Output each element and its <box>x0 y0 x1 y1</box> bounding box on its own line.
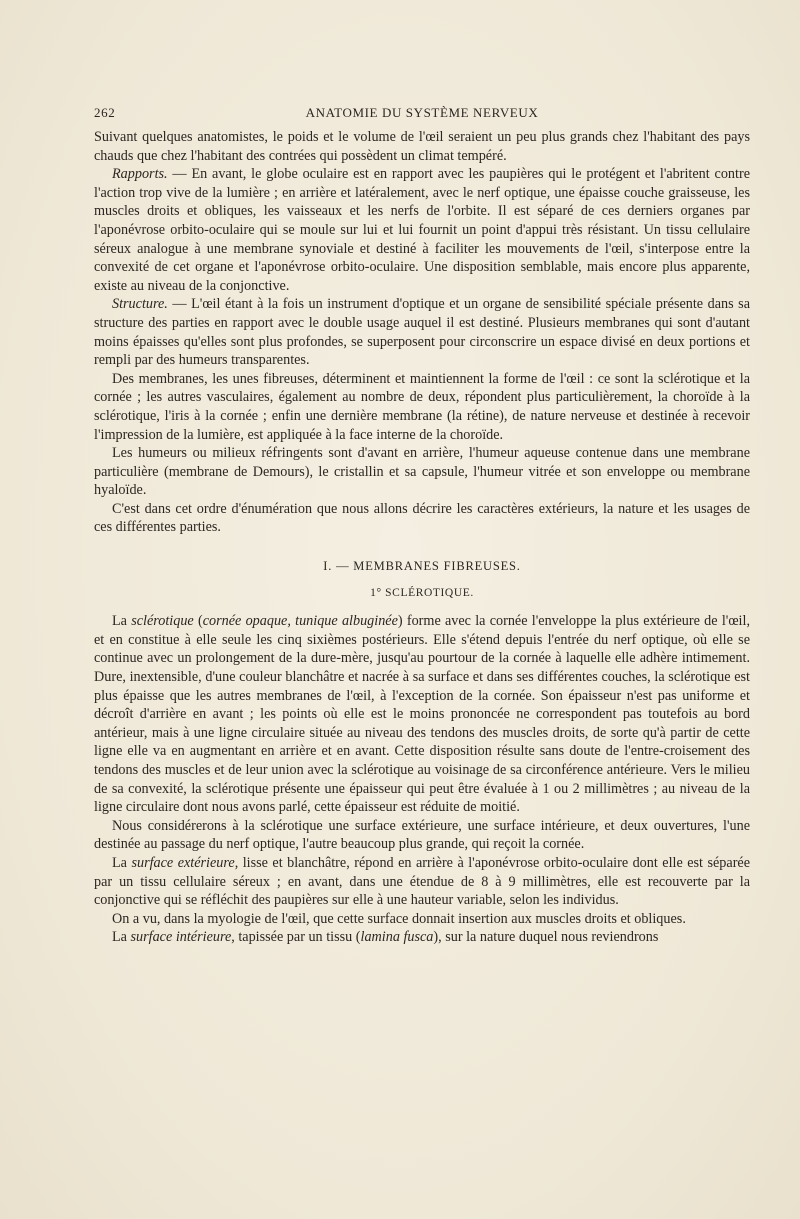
text-run: , lisse et blanchâtre, répond en arrière à l'aponévrose orbito-oculaire dont elle est séparée par un tissu cellulaire séreux ; en avant, dans une étendue de 8 à 9 millimètres, elle est recouverte par la conjonctive qui se réfléchit des paupières sur elle à une hauteur variable, selon les individus. <box>94 854 751 909</box>
text-run: ) forme avec la cornée l'enveloppe la plus extérieure de l'œil, et en constitue à elle seule les cinq sixièmes postérieurs. Elle s'étend depuis l'entrée du nerf optique, où elle se continue avec un prolongement de la dure-mère, jusqu'au pourtour de la cornée à laquelle elle adhère intimement. Dure, inextensible, d'une couleur blanchâtre et nacrée à sa surface et dans ses différentes couches, la sclérotique est plus épaisse que les autres membranes de l'œil, à l'exception de la cornée. Son épaisseur n'est pas uniforme et décroît d'arrière en avant ; les points où elle est le moins prononcée ne correspondent pas toutefois au bord antérieur, mais à une ligne circulaire située au niveau des tendons des muscles droits, de sorte qu'à partir de cette ligne elle va en augmentant en arrière et en avant. Cette disposition résulte sans doute de l'entre-croisement des tendons des muscles et de leur union avec la sclérotique au voisinage de sa circonférence antérieure. Vers le milieu de sa convexité, la sclérotique présente une épaisseur qui peut être évaluée à 1 ou 2 millimètres ; au niveau de la ligne circulaire dont nous avons parlé, cette épaisseur est réduite de moitié. <box>94 613 750 816</box>
subsection-title: 1° SCLÉROTIQUE. <box>370 586 474 599</box>
page-header <box>94 104 750 124</box>
section-title: I. — MEMBRANES FIBREUSES. <box>323 559 521 574</box>
structure-text: — L'œil étant à la fois un instrument d'optique et un organe de sensibilité spéciale présente dans sa structure des parties en rapport avec le double usage auquel il est destiné. Plusieurs membranes qui sont d'autant moins épaisses qu'elles sont plus profondes, se superposent pour circonscrire un espace divisé en deux portions et rempli par des humeurs transparentes. <box>94 296 750 369</box>
term-synonyms: cornée opaque, tunique albuginée <box>202 613 398 630</box>
term-surface-exterieure: surface extérieure <box>131 854 235 871</box>
paragraph-membranes: Des membranes, les unes fibreuses, déterminent et maintiennent la forme de l'œil : ce sont la sclérotique et la cornée ; les autres vasculaires, également au nombre de deux, répondent plus particulièrement, la choroïde à la sclérotique, l'iris à la cornée ; enfin une dernière membrane (la rétine), de nature nerveuse et destinée à recevoir l'impression de la lumière, est appliquée à la face interne de la choroïde. <box>94 370 750 443</box>
page-content <box>94 104 750 947</box>
rapports-text: — En avant, le globe oculaire est en rapport avec les paupières qui le protégent et l'abritent contre l'action trop vive de la lumière ; en arrière et latéralement, avec le nerf optique, une épaisse couche graisseuse, les muscles droits et obliques, les vaisseaux et les nerfs de l'orbite. Il est séparé de ces derniers organes par l'aponévrose orbito-oculaire qui se moule sur lui et lui fournit un point d'appui très résistant. Un tissu cellulaire séreux analogue à une membrane synoviale et destiné à faciliter les mouvements de l'œil, s'interpose entre la convexité de cet organe et l'aponévrose orbito-oculaire. Une disposition semblable, mais encore plus apparente, existe au niveau de la conjonctive. <box>94 166 750 294</box>
term-sclerotique: sclérotique <box>131 613 194 630</box>
paragraph-rapports <box>94 165 750 295</box>
paragraph-surface-exterieure <box>94 854 750 910</box>
text-run: , tapissée par un tissu ( <box>231 929 361 946</box>
term-surface-interieure: surface intérieure <box>130 929 232 946</box>
paragraph-surfaces: Nous considérerons à la sclérotique une surface extérieure, une surface intérieure, et deux ouvertures, l'une destinée au passage du nerf optique, l'autre beaucoup plus grande, qui reçoit la cornée. <box>94 817 750 853</box>
running-head: ANATOMIE DU SYSTÈME NERVEUX <box>305 105 539 120</box>
text-run: La <box>112 929 131 946</box>
text-run: La <box>112 854 132 871</box>
rapports-heading: Rapports. <box>112 166 168 183</box>
paragraph-structure <box>94 295 750 369</box>
text-run: ( <box>193 613 203 630</box>
text-run: La <box>112 613 132 630</box>
text-run: ), sur la nature duquel nous reviendrons <box>433 929 659 946</box>
term-lamina-fusca: lamina fusca <box>360 929 434 946</box>
paragraph-surface-interieure <box>94 928 750 947</box>
paragraph-order: C'est dans cet ordre d'énumération que nous allons décrire les caractères extérieurs, la nature et les usages de ces différentes parties. <box>94 500 750 536</box>
page-number: 262 <box>94 105 116 120</box>
structure-heading: Structure. <box>112 296 168 313</box>
paragraph-myologie: On a vu, dans la myologie de l'œil, que cette surface donnait insertion aux muscles droits et obliques. <box>112 910 686 927</box>
paragraph-climate: Suivant quelques anatomistes, le poids et le volume de l'œil seraient un peu plus grands chez l'habitant des pays chauds que chez l'habitant des contrées qui possèdent un climat tempéré. <box>94 129 750 164</box>
paragraph-humeurs: Les humeurs ou milieux réfringents sont d'avant en arrière, l'humeur aqueuse contenue dans une membrane particulière (membrane de Demours), le cristallin et sa capsule, l'humeur vitrée et son enveloppe ou membrane hyaloïde. <box>94 445 750 499</box>
paragraph-sclerotique <box>94 612 750 817</box>
